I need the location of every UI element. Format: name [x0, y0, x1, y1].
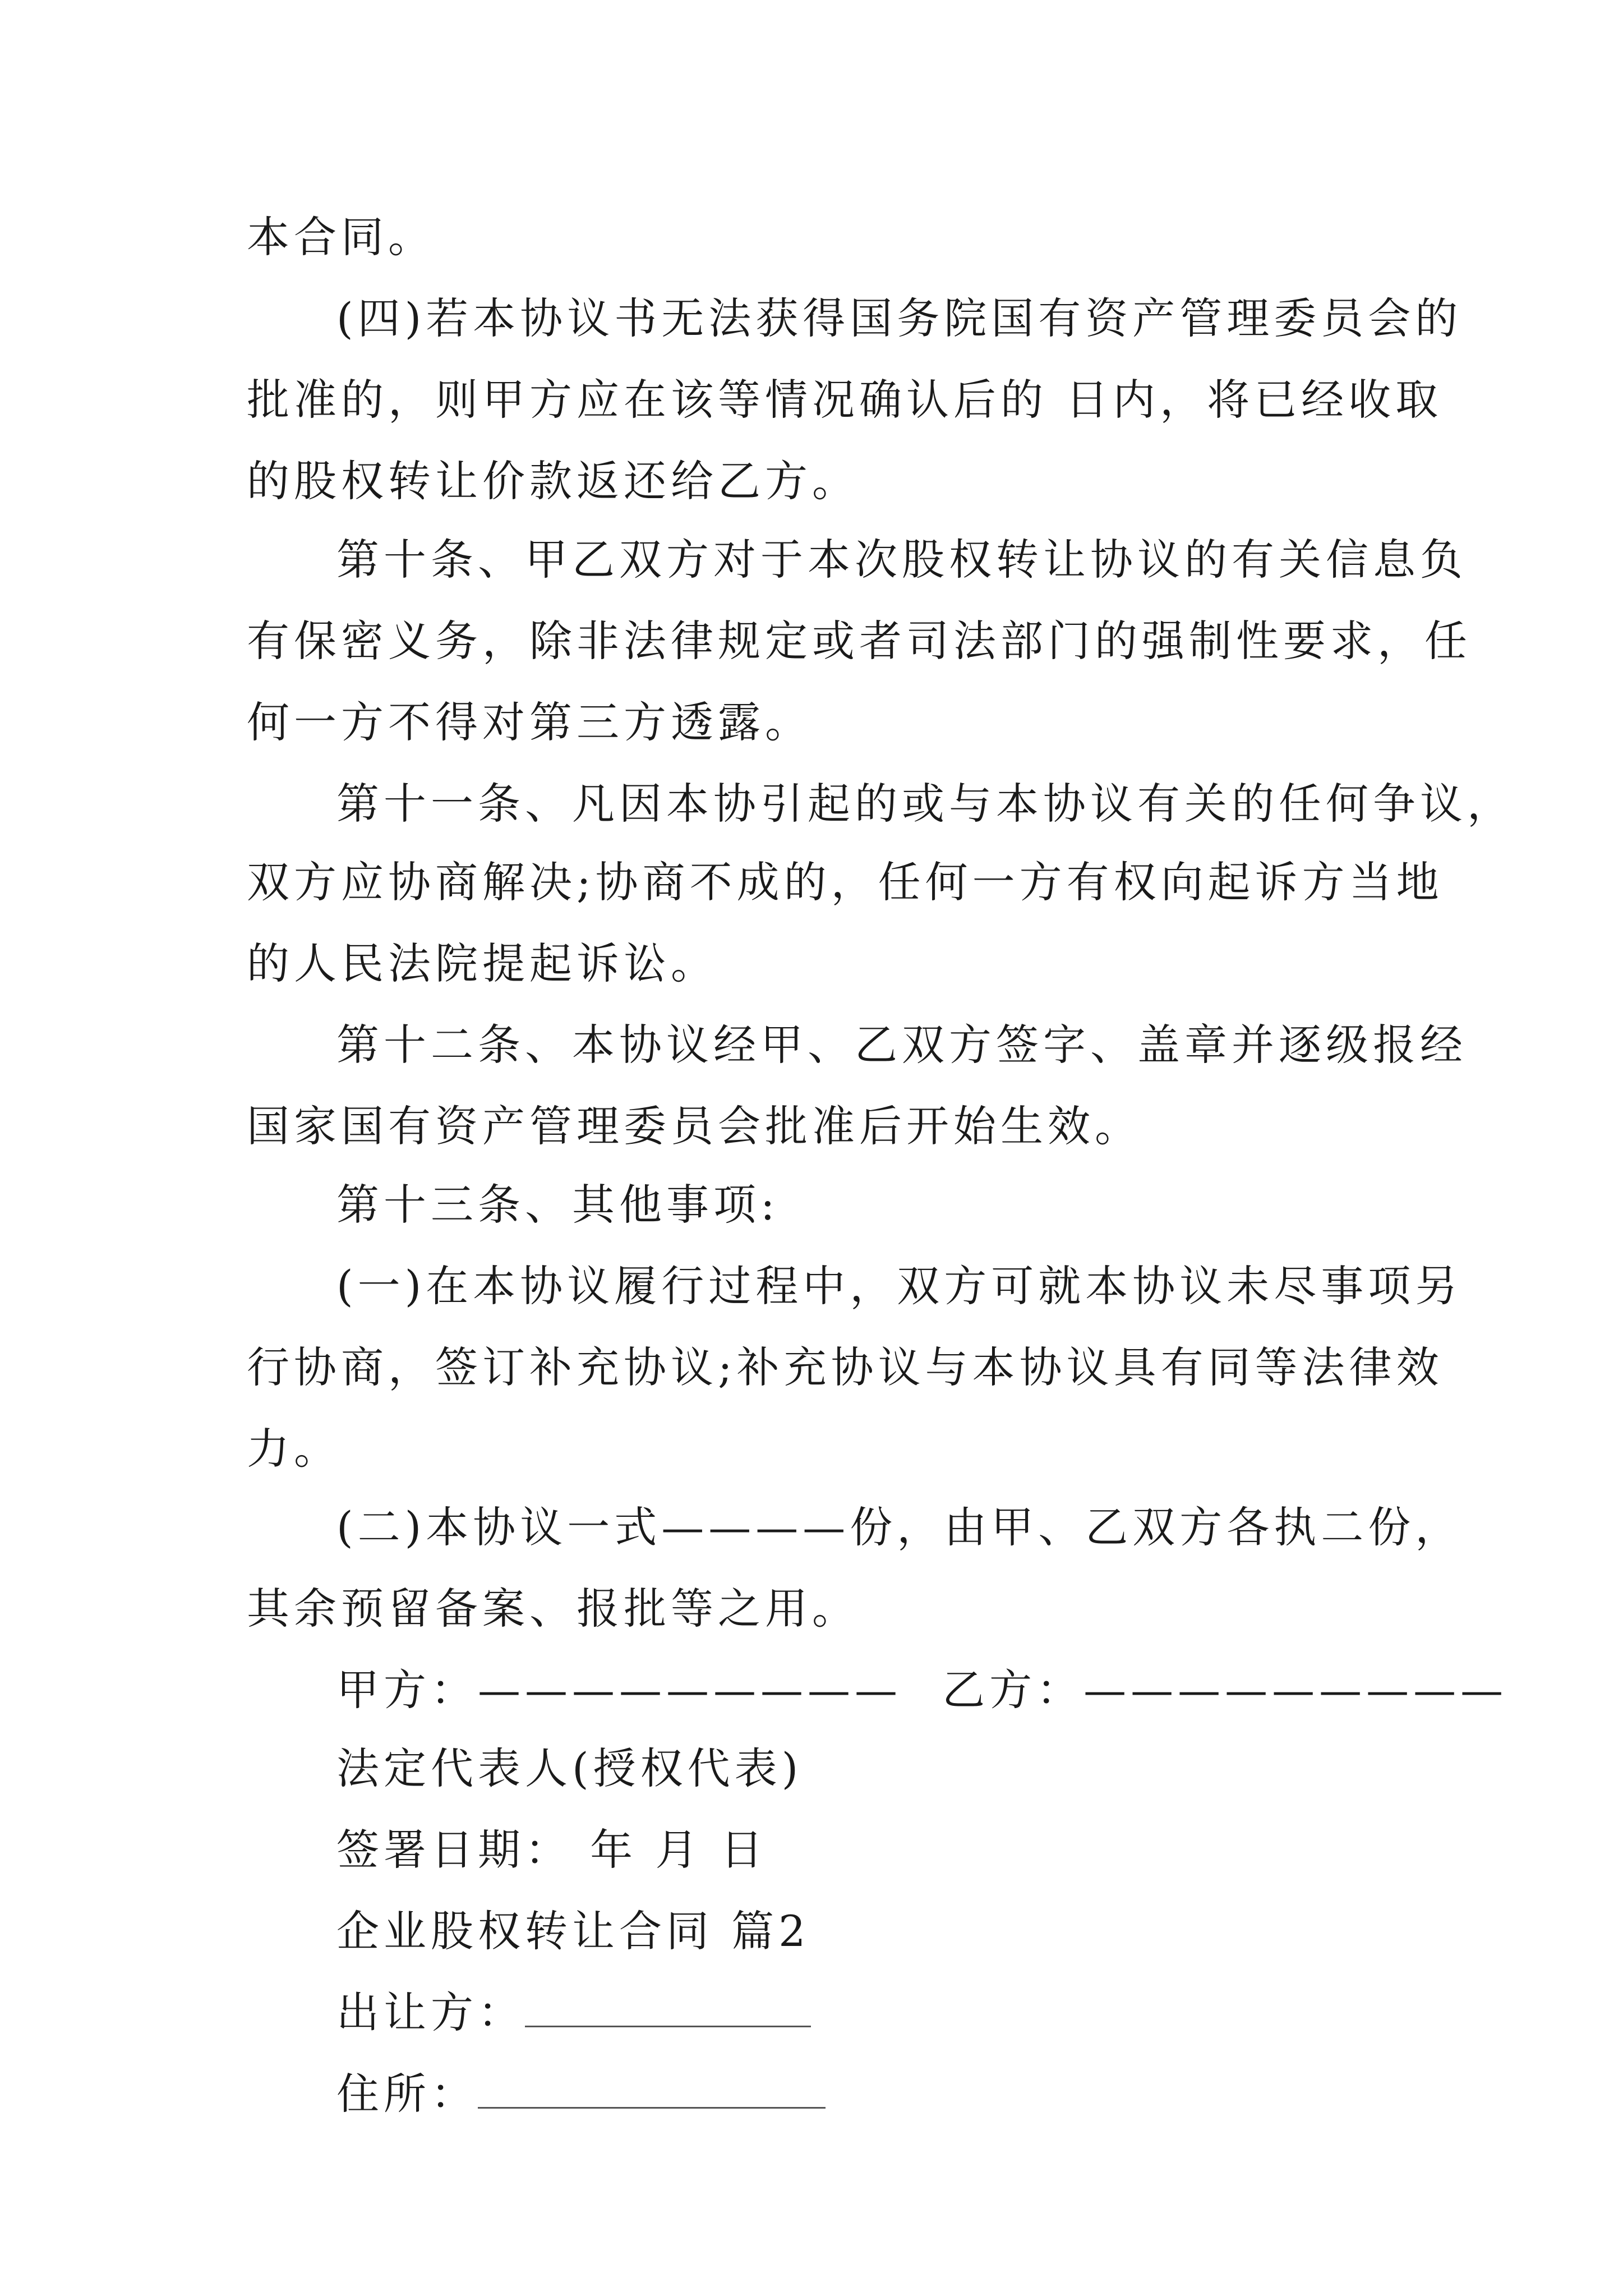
- text-line-17: (二)本协议一式————份，由甲、乙双方各执二份，: [336, 1502, 1463, 1552]
- text-line-7: 何一方不得对第三方透露。: [247, 697, 812, 747]
- party-a-signature: 甲方：—————————: [336, 1665, 902, 1715]
- legal-representative: 法定代表人(授权代表): [336, 1743, 803, 1793]
- address-row: [336, 2069, 826, 2119]
- text-line-14: (一)在本协议履行过程中，双方可就本协议未尽事项另: [336, 1261, 1463, 1311]
- text-line-18: 其余预留备案、报批等之用。: [247, 1584, 859, 1634]
- address-label: 住所：: [336, 2069, 478, 2119]
- section-2-title: 企业股权转让合同 篇2: [336, 1906, 810, 1956]
- signing-date: 签署日期： 年 月 日: [336, 1825, 768, 1875]
- text-line-2: (四)若本协议书无法获得国务院国有资产管理委员会的: [336, 293, 1463, 343]
- text-line-4: 的股权转让价款返还给乙方。: [247, 456, 859, 506]
- text-line-5: 第十条、甲乙双方对于本次股权转让协议的有关信息负: [336, 535, 1467, 585]
- text-line-6: 有保密义务，除非法律规定或者司法部门的强制性要求，任: [247, 616, 1472, 666]
- text-line-10: 的人民法院提起诉讼。: [247, 938, 718, 988]
- text-line-12: 国家国有资产管理委员会批准后开始生效。: [247, 1101, 1142, 1151]
- text-line-11: 第十二条、本协议经甲、乙双方签字、盖章并逐级报经: [336, 1020, 1467, 1070]
- text-line-9: 双方应协商解决;协商不成的，任何一方有权向起诉方当地: [247, 857, 1444, 907]
- party-b-signature: 乙方：—————————: [942, 1665, 1508, 1715]
- transferor-row: [336, 1987, 811, 2037]
- address-blank: [478, 2074, 826, 2109]
- text-line-16: 力。: [247, 1424, 341, 1474]
- text-line-3: 批准的，则甲方应在该等情况确认后的 日内，将已经收取: [247, 375, 1443, 425]
- text-line-1: 本合同。: [247, 212, 435, 262]
- text-line-15: 行协商，签订补充协议;补充协议与本协议具有同等法律效: [247, 1342, 1444, 1392]
- transferor-blank: [525, 1993, 811, 2027]
- transferor-label: 出让方：: [336, 1987, 525, 2037]
- text-line-13: 第十三条、其他事项:: [336, 1180, 780, 1230]
- signature-parties: [336, 1665, 1508, 1715]
- text-line-8: 第十一条、凡因本协引起的或与本协议有关的任何争议，: [336, 779, 1514, 829]
